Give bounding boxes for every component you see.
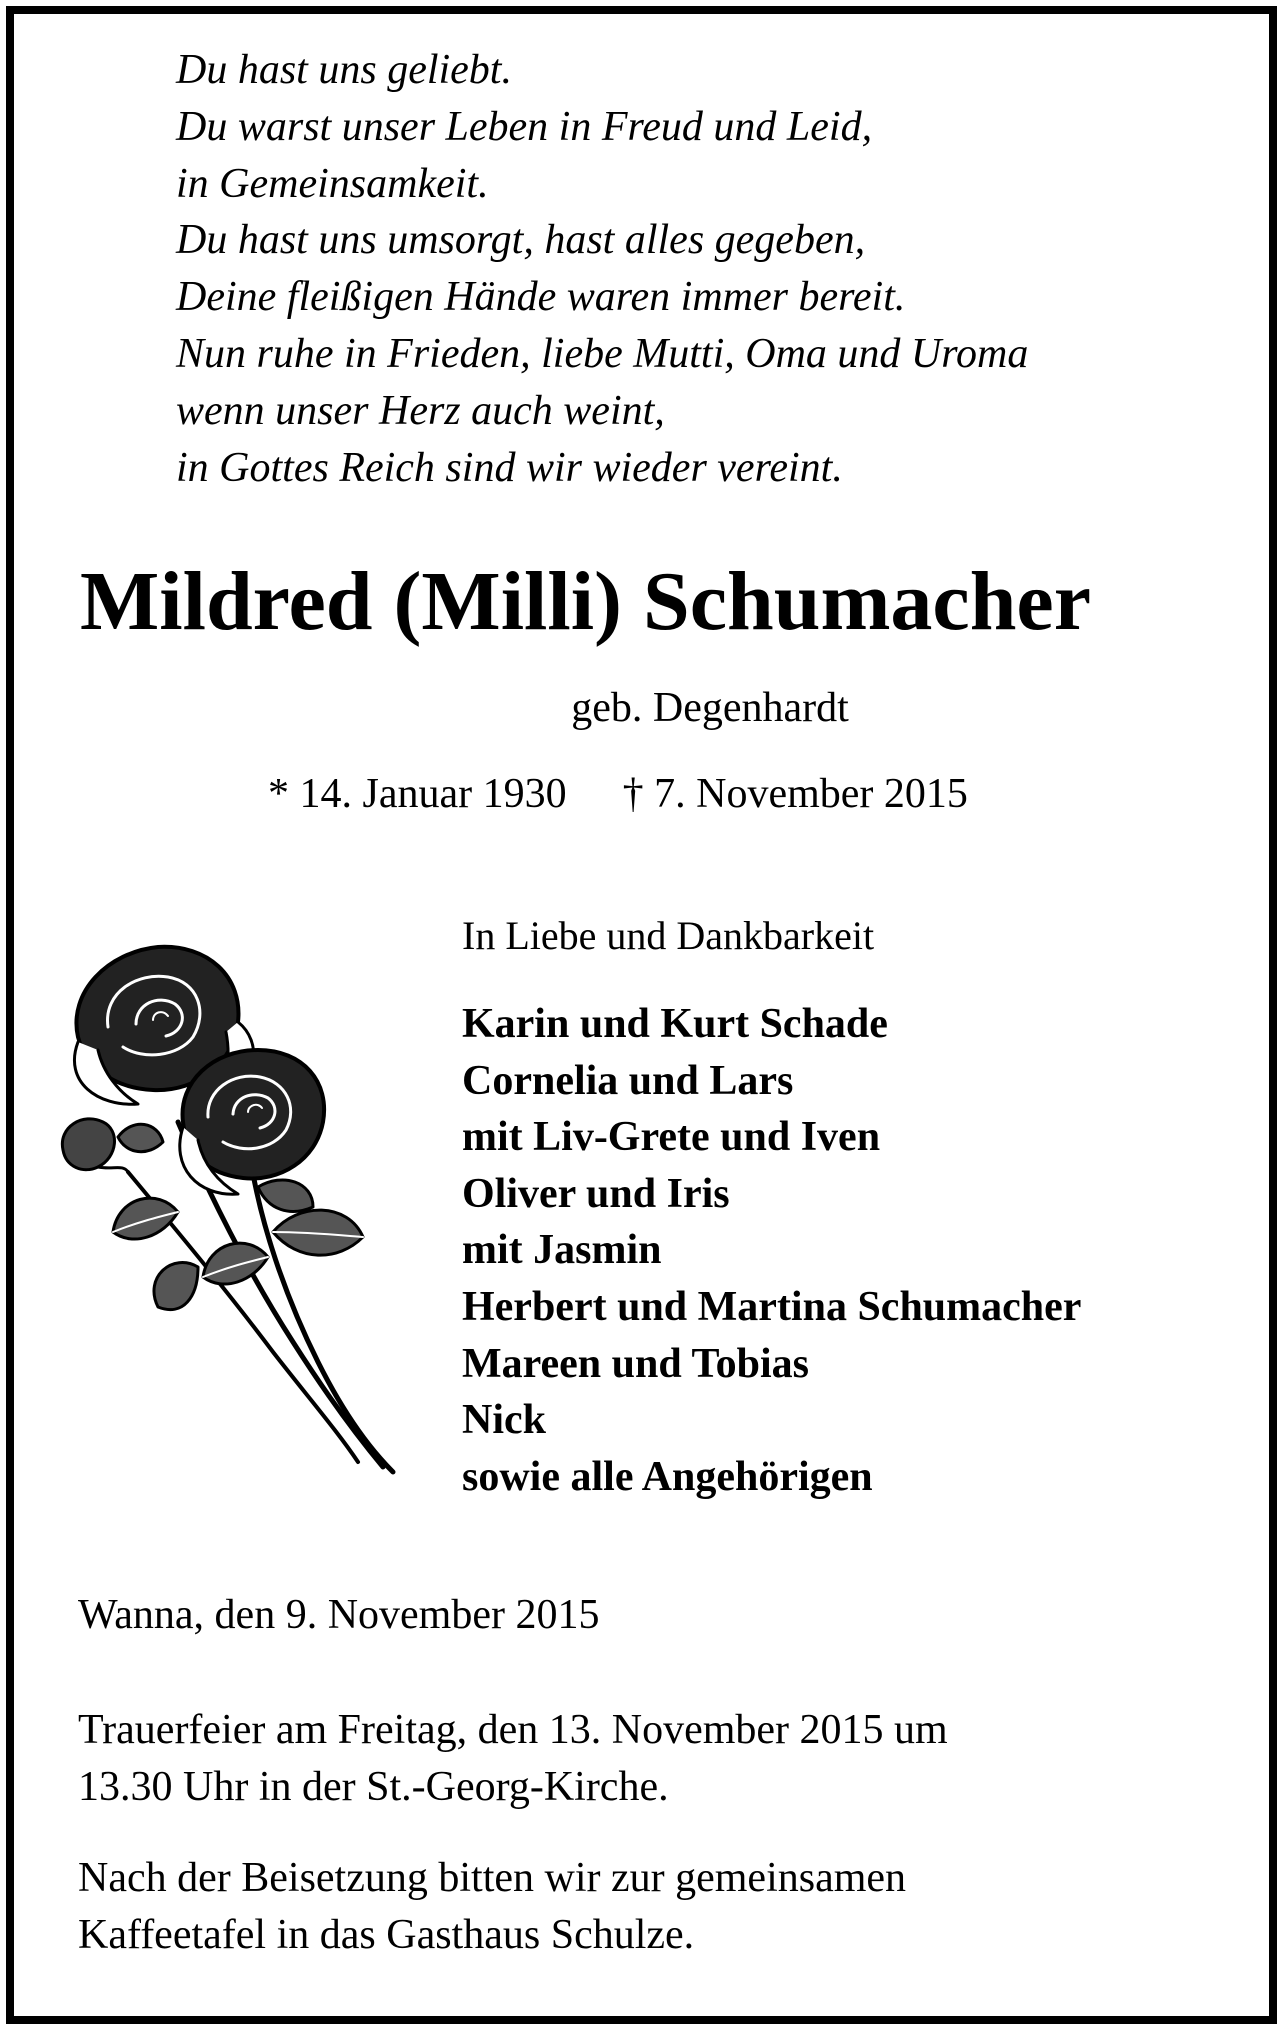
poem-line: wenn unser Herz auch weint, xyxy=(176,387,665,434)
mourner: mit Jasmin xyxy=(462,1227,662,1274)
deceased-name: Mildred (Milli) Schumacher xyxy=(80,555,1091,648)
reception-notice xyxy=(78,1850,1198,1964)
ceremony-notice xyxy=(78,1702,1198,1816)
place-date: Wanna, den 9. November 2015 xyxy=(78,1592,600,1638)
poem-line: Deine fleißigen Hände waren immer bereit. xyxy=(176,274,906,321)
life-dates xyxy=(268,768,968,820)
mourners-intro: In Liebe und Dankbarkeit xyxy=(462,913,875,958)
poem-line: Du warst unser Leben in Freud und Leid, xyxy=(176,103,873,150)
poem-line: Du hast uns geliebt. xyxy=(176,47,512,93)
ceremony-line: Trauerfeier am Freitag, den 13. November 2015 um xyxy=(78,1707,948,1753)
mourner: Cornelia und Lars xyxy=(462,1057,794,1104)
poem-line: in Gemeinsamkeit. xyxy=(176,160,489,207)
mourner: Herbert und Martina Schumacher xyxy=(462,1283,1082,1330)
mourner: Karin und Kurt Schade xyxy=(462,1001,888,1047)
poem-line: Du hast uns umsorgt, hast alles gegeben, xyxy=(176,217,866,264)
death-date: † 7. November 2015 xyxy=(622,771,968,817)
reception-line: Nach der Beisetzung bitten wir zur gemeinsamen xyxy=(78,1855,907,1901)
mourner: Nick xyxy=(462,1397,546,1444)
mourners-list xyxy=(462,996,1081,1505)
reception-line: Kaffeetafel in das Gasthaus Schulze. xyxy=(78,1912,695,1958)
poem-line: Nun ruhe in Frieden, liebe Mutti, Oma und Uroma xyxy=(176,330,1029,377)
ceremony-line: 13.30 Uhr in der St.-Georg-Kirche. xyxy=(78,1764,669,1810)
birth-date: * 14. Januar 1930 xyxy=(268,771,567,817)
poem xyxy=(176,42,1226,496)
roses-icon xyxy=(58,932,418,1480)
mourner: mit Liv-Grete und Iven xyxy=(462,1114,881,1161)
poem-line: in Gottes Reich sind wir wieder vereint. xyxy=(176,444,843,491)
born-name: geb. Degenhardt xyxy=(571,685,849,731)
mourner: Mareen und Tobias xyxy=(462,1340,810,1387)
mourner: sowie alle Angehörigen xyxy=(462,1453,873,1500)
mourner: Oliver und Iris xyxy=(462,1170,730,1217)
